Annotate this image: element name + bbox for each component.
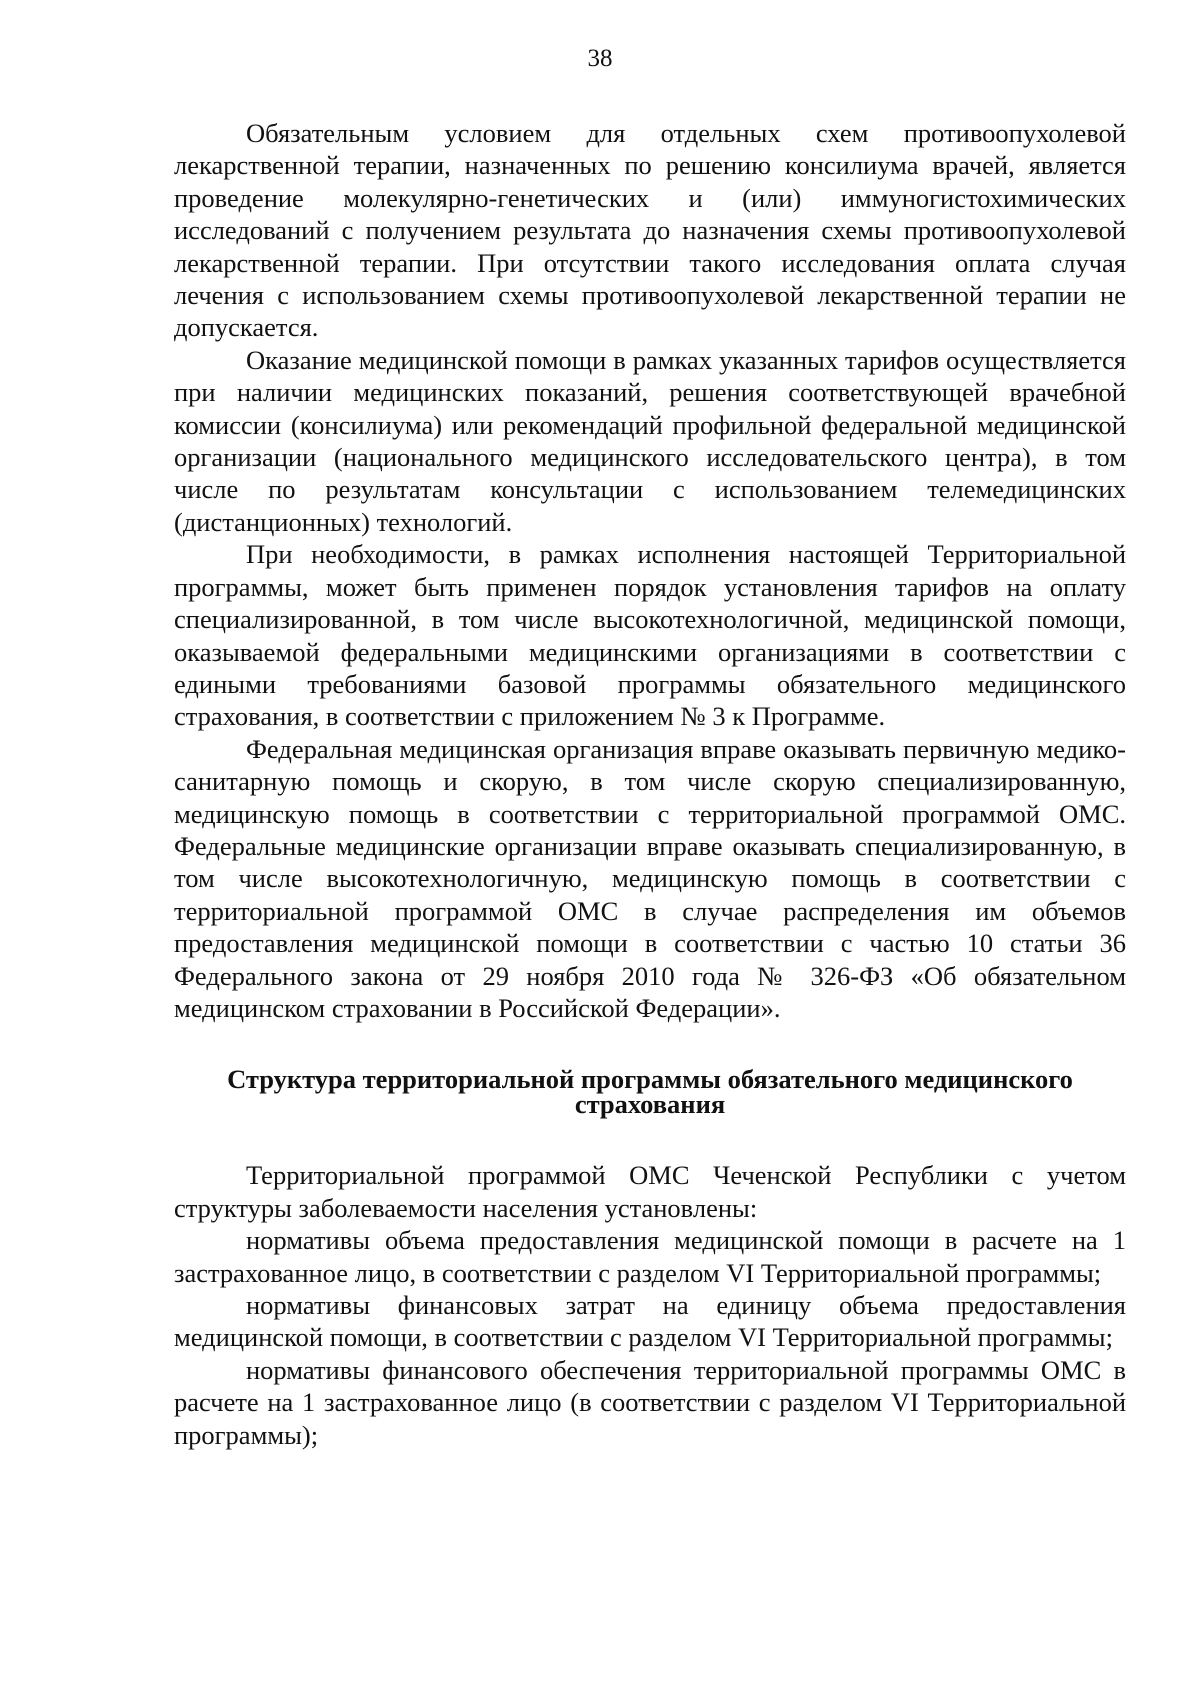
section-heading <box>174 1064 1126 1120</box>
list-item-financing-norms: нормативы финансового обеспечения территориальной программы ОМС в расчете на 1 застрахованное лицо (в соответствии с разделом VI Территориальной программы); <box>174 1354 1126 1450</box>
list-item-volume-norms: нормативы объема предоставления медицинской помощи в расчете на 1 застрахованное лицо, в соответствии с разделом VI Территориальной программы; <box>174 1225 1126 1288</box>
paragraph-oncology-condition: Обязательным условием для отдельных схем противоопухолевой лекарственной терапии, назначенных по решению консилиума врачей, является проведение молекулярно-генетических и (или) иммуногистохимических исследований с получением результата до назначения схемы противоопухолевой лекарственной терапии. При отсутствии такого исследования оплата случая лечения с использованием схемы противоопухолевой лекарственной терапии не допускается. <box>174 118 1126 343</box>
section-heading-line-2: страхования <box>574 1089 726 1120</box>
list-item-cost-norms: нормативы финансовых затрат на единицу объема предоставления медицинской помощи, в соответствии с разделом VI Территориальной программы; <box>174 1290 1126 1353</box>
paragraph-federal-organization: Федеральная медицинская организация вправе оказывать первичную медико-санитарную помощь и скорую, в том числе скорую специализированную, медицинскую помощь в соответствии с территориальной программой ОМС. Федеральные медицинские организации вправе оказывать специализированную, в том числе высокотехнологичную, медицинскую помощь в соответствии с территориальной программой ОМС в случае распределения им объемов предоставления медицинской помощи в соответствии с частью 10 статьи 36 Федерального закона от 29 ноября 2010 года № 326-ФЗ «Об обязательном медицинском страховании в Российской Федерации». <box>174 733 1126 1023</box>
document-body <box>174 117 1126 1451</box>
page-number: 38 <box>587 45 613 72</box>
section-heading-line-1: Структура территориальной программы обязательного медицинского <box>227 1064 1073 1095</box>
paragraph-program-established: Территориальной программой ОМС Чеченской Республики с учетом структуры заболеваемости населения установлены: <box>174 1160 1126 1223</box>
paragraph-tariff-procedure: При необходимости, в рамках исполнения настоящей Территориальной программы, может быть применен порядок установления тарифов на оплату специализированной, в том числе высокотехнологичной, медицинской помощи, оказываемой федеральными медицинскими организациями в соответствии с едиными требованиями базовой программы обязательного медицинского страхования, в соответствии с приложением № 3 к Программе. <box>174 539 1126 732</box>
paragraph-medical-care-provision: Оказание медицинской помощи в рамках указанных тарифов осуществляется при наличии медицинских показаний, решения соответствующей врачебной комиссии (консилиума) или рекомендаций профильной федеральной медицинской организации (национального медицинского исследовательского центра), в том числе по результатам консультации с использованием телемедицинских (дистанционных) технологий. <box>174 344 1126 537</box>
